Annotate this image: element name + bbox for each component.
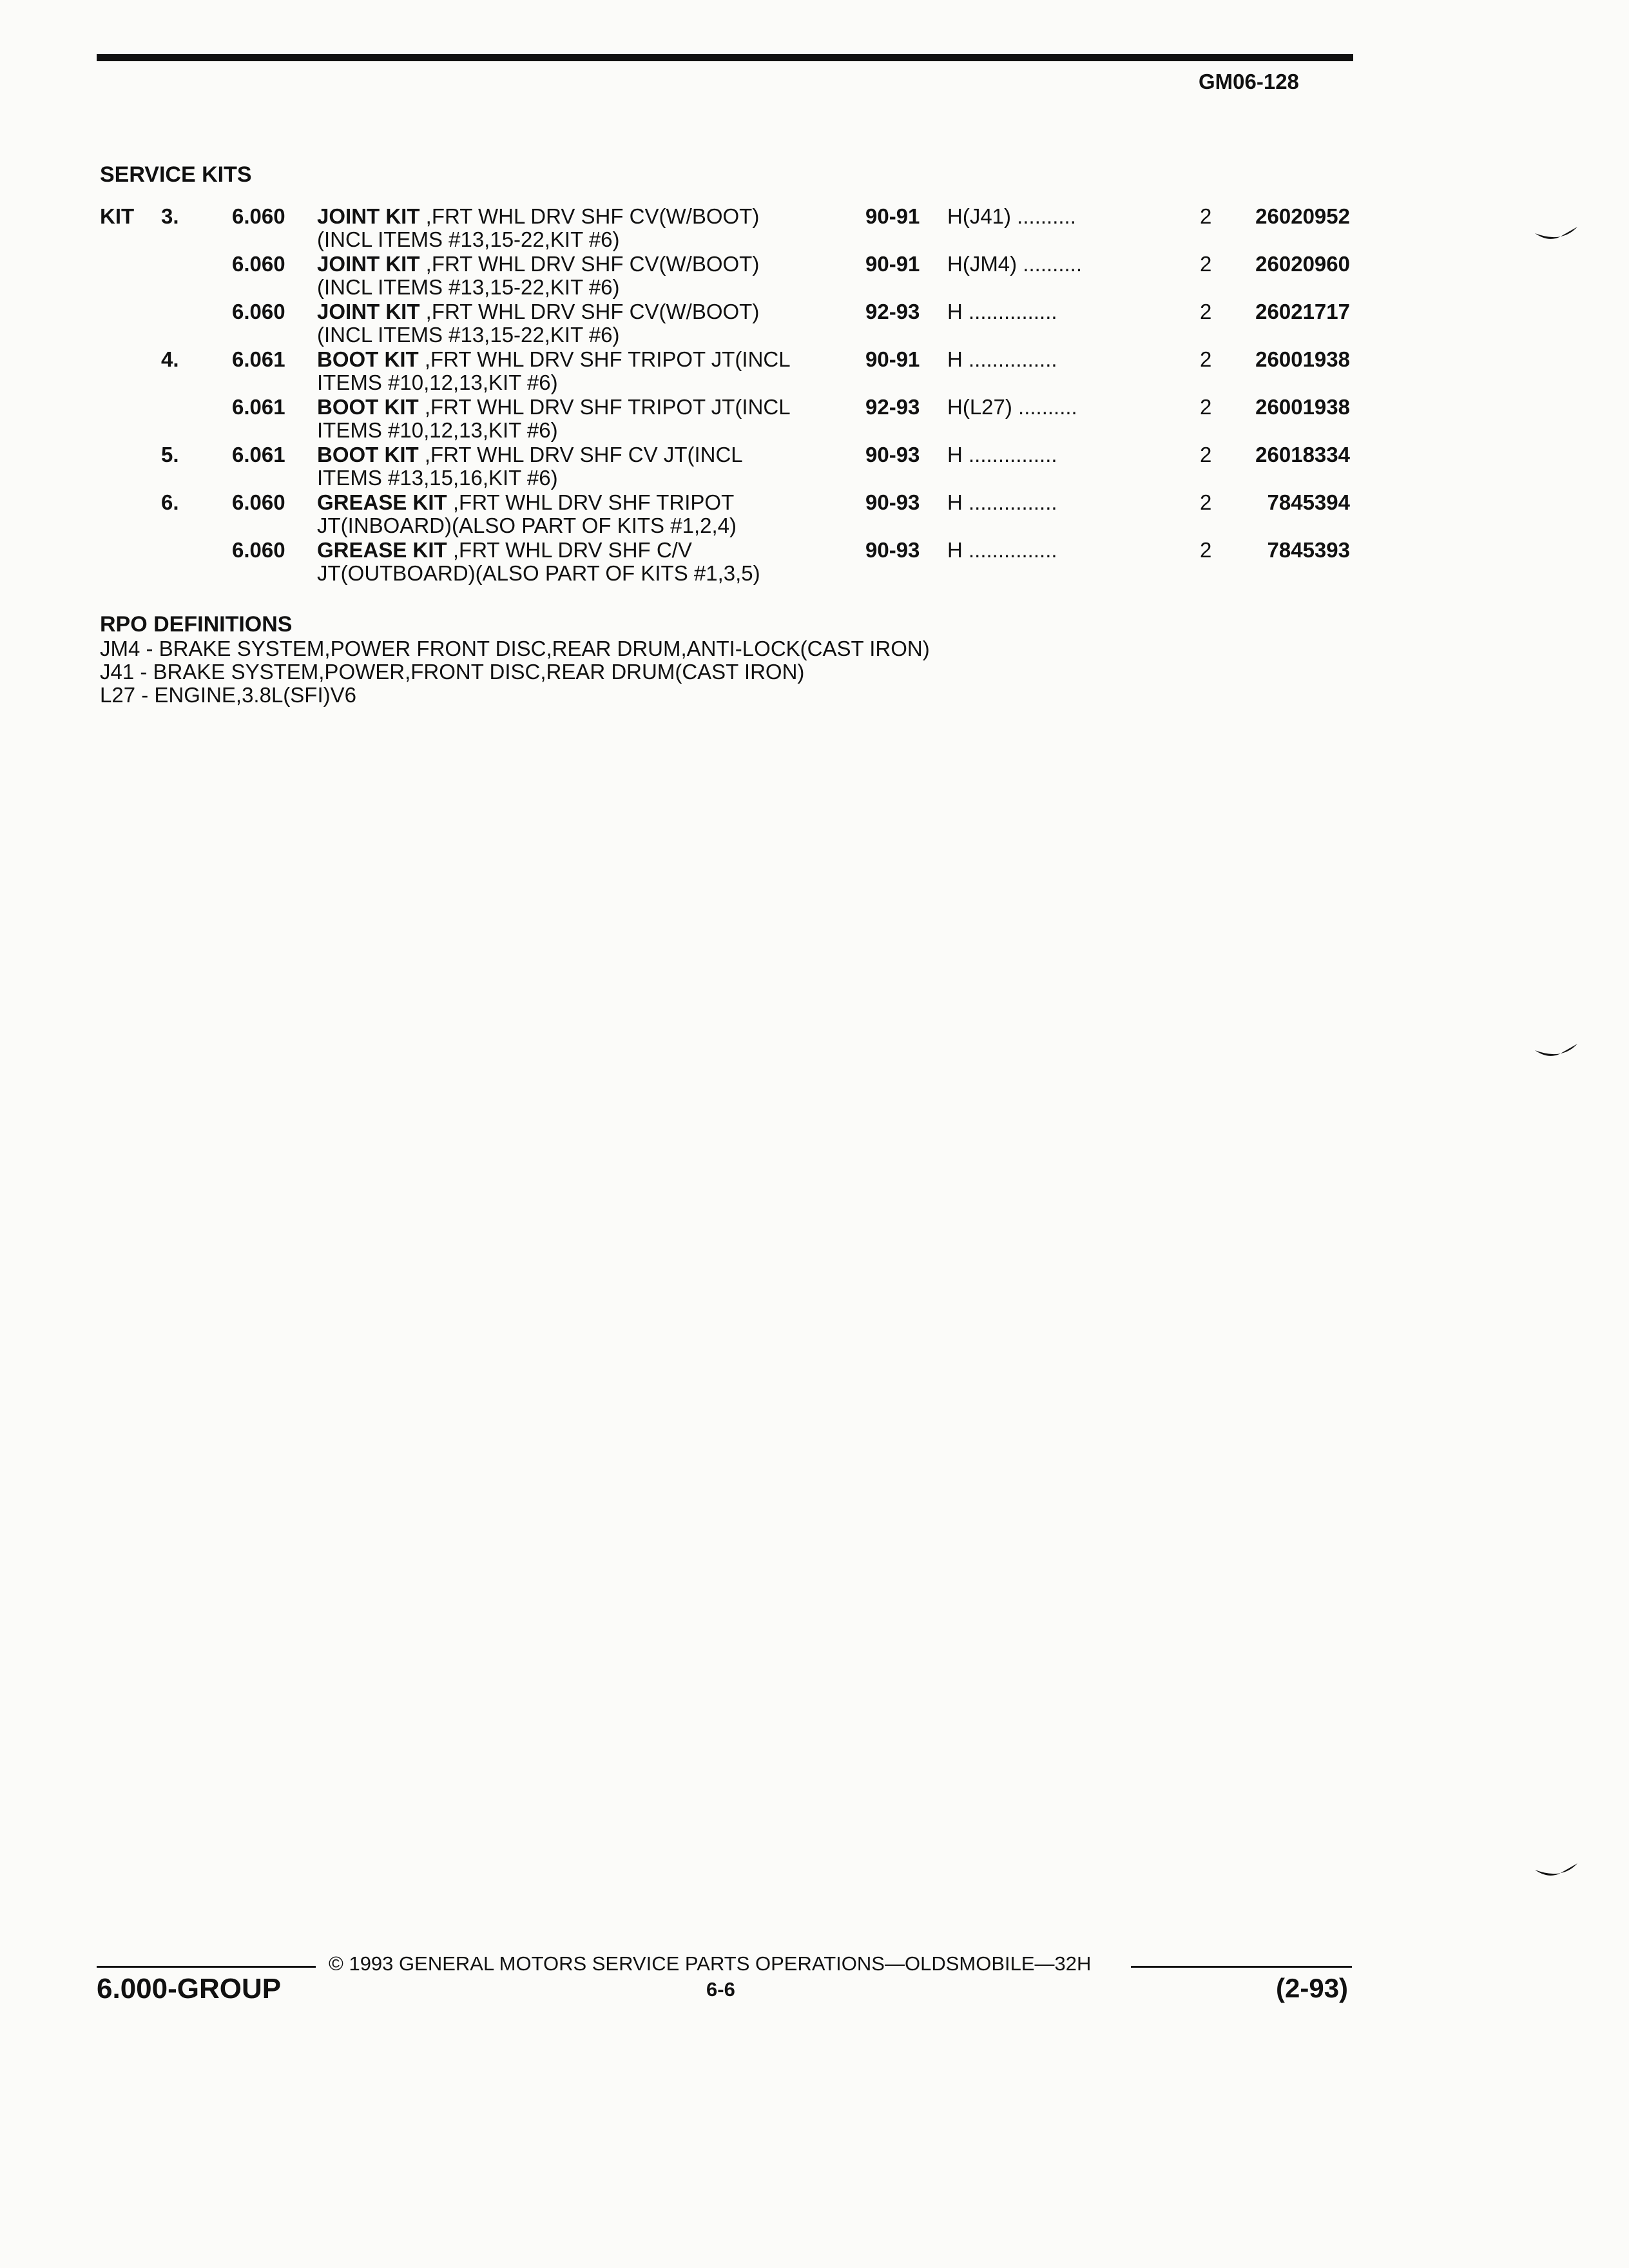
description-line-1: ,FRT WHL DRV SHF TRIPOT JT(INCL: [418, 347, 791, 371]
table-row: [0, 205, 1629, 253]
part-number: 26021717: [1255, 300, 1350, 323]
description: [317, 300, 760, 347]
description-line-1: ,FRT WHL DRV SHF TRIPOT JT(INCL: [418, 395, 791, 419]
model: H ...............: [947, 443, 1057, 466]
kit-number: 3.: [161, 204, 179, 228]
part-name: GREASE KIT: [317, 490, 447, 514]
table-row: [0, 539, 1629, 586]
footer-rule-right: [1131, 1966, 1352, 1968]
group-number: 6.061: [232, 347, 285, 371]
description: [317, 252, 760, 299]
quantity: 2: [1200, 443, 1212, 466]
kit-number: 5.: [161, 443, 179, 466]
years: 92-93: [865, 300, 920, 323]
quantity: 2: [1200, 252, 1212, 276]
quantity: 2: [1200, 538, 1212, 562]
model: H ...............: [947, 538, 1057, 562]
part-number: 26001938: [1255, 395, 1350, 419]
description-line-2: (INCL ITEMS #13,15-22,KIT #6): [317, 227, 620, 251]
years: 90-91: [865, 347, 920, 371]
table-row: [0, 396, 1629, 443]
table-row: [0, 300, 1629, 348]
description-line-1: ,FRT WHL DRV SHF CV JT(INCL: [418, 443, 743, 466]
quantity: 2: [1200, 395, 1212, 419]
table-row: [0, 491, 1629, 539]
years: 92-93: [865, 395, 920, 419]
part-name: BOOT KIT: [317, 347, 419, 371]
table-row: [0, 348, 1629, 396]
description: [317, 347, 791, 394]
part-number: 7845393: [1267, 538, 1350, 562]
quantity: 2: [1200, 490, 1212, 514]
part-number: 7845394: [1267, 490, 1350, 514]
group-number: 6.061: [232, 395, 285, 419]
model: H(J41) ..........: [947, 204, 1076, 228]
description-line-1: ,FRT WHL DRV SHF CV(W/BOOT): [419, 252, 760, 276]
model: H ...............: [947, 347, 1057, 371]
description-line-2: (INCL ITEMS #13,15-22,KIT #6): [317, 323, 620, 347]
rpo-definition-jm4: JM4 - BRAKE SYSTEM,POWER FRONT DISC,REAR DRUM,ANTI-LOCK(CAST IRON): [100, 637, 930, 660]
part-number: 26020952: [1255, 204, 1350, 228]
description-line-1: ,FRT WHL DRV SHF TRIPOT: [447, 490, 735, 514]
part-name: JOINT KIT: [317, 300, 420, 323]
table-row: [0, 443, 1629, 491]
model: H ...............: [947, 300, 1057, 323]
part-number: 26020960: [1255, 252, 1350, 276]
part-number: 26018334: [1255, 443, 1350, 466]
years: 90-91: [865, 204, 920, 228]
description-line-2: JT(OUTBOARD)(ALSO PART OF KITS #1,3,5): [317, 561, 760, 585]
part-name: GREASE KIT: [317, 538, 447, 562]
model: H(JM4) ..........: [947, 252, 1083, 276]
kit-number: 4.: [161, 347, 179, 371]
footer-rule-left: [97, 1966, 316, 1968]
group-number: 6.060: [232, 300, 285, 323]
table-row: [0, 253, 1629, 300]
section-title: SERVICE KITS: [100, 162, 252, 187]
page-number: 6-6: [706, 1978, 735, 2001]
group-number: 6.061: [232, 443, 285, 466]
part-name: BOOT KIT: [317, 443, 419, 466]
description-line-1: ,FRT WHL DRV SHF CV(W/BOOT): [419, 300, 760, 323]
part-number: 26001938: [1255, 347, 1350, 371]
group-number: 6.060: [232, 204, 285, 228]
group-number: 6.060: [232, 490, 285, 514]
group-number: 6.060: [232, 252, 285, 276]
description: [317, 490, 737, 537]
description: [317, 204, 760, 251]
footer-date: (2-93): [1276, 1973, 1349, 2003]
rpo-definition-l27: L27 - ENGINE,3.8L(SFI)V6: [100, 683, 356, 707]
footer-copyright: © 1993 GENERAL MOTORS SERVICE PARTS OPERATIONS—OLDSMOBILE—32H: [329, 1952, 1092, 1975]
description-line-2: ITEMS #13,15,16,KIT #6): [317, 466, 558, 490]
description-line-1: ,FRT WHL DRV SHF CV(W/BOOT): [419, 204, 760, 228]
description: [317, 443, 743, 490]
model: H ...............: [947, 490, 1057, 514]
kit-label: KIT: [100, 204, 135, 228]
years: 90-93: [865, 490, 920, 514]
years: 90-91: [865, 252, 920, 276]
top-rule: [97, 54, 1353, 61]
description-line-2: JT(INBOARD)(ALSO PART OF KITS #1,2,4): [317, 514, 737, 537]
kit-number: 6.: [161, 490, 179, 514]
years: 90-93: [865, 538, 920, 562]
binder-tick-mark: [1534, 1862, 1579, 1880]
rpo-definitions-title: RPO DEFINITIONS: [100, 612, 293, 637]
description-line-2: (INCL ITEMS #13,15-22,KIT #6): [317, 275, 620, 299]
quantity: 2: [1200, 347, 1212, 371]
part-name: BOOT KIT: [317, 395, 419, 419]
model: H(L27) ..........: [947, 395, 1077, 419]
quantity: 2: [1200, 300, 1212, 323]
binder-tick-mark: [1534, 1043, 1579, 1061]
description-line-1: ,FRT WHL DRV SHF C/V: [447, 538, 692, 562]
group-number: 6.060: [232, 538, 285, 562]
part-name: JOINT KIT: [317, 252, 420, 276]
footer-group: 6.000-GROUP: [97, 1973, 282, 2004]
part-name: JOINT KIT: [317, 204, 420, 228]
description-line-2: ITEMS #10,12,13,KIT #6): [317, 418, 558, 442]
description: [317, 538, 760, 585]
years: 90-93: [865, 443, 920, 466]
quantity: 2: [1200, 204, 1212, 228]
rpo-definition-j41: J41 - BRAKE SYSTEM,POWER,FRONT DISC,REAR DRUM(CAST IRON): [100, 660, 805, 684]
description-line-2: ITEMS #10,12,13,KIT #6): [317, 370, 558, 394]
binder-tick-mark: [1534, 226, 1579, 244]
document-id: GM06-128: [1199, 70, 1299, 93]
description: [317, 395, 791, 442]
